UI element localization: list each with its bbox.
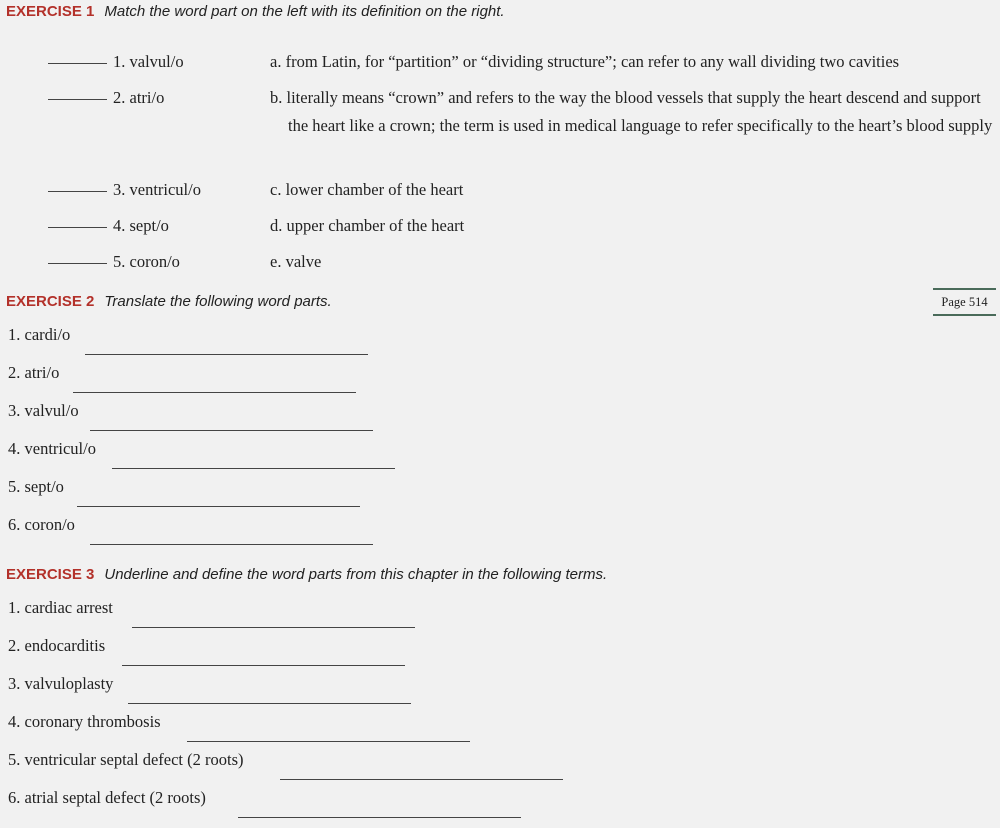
translate-item: 2. atri/o — [8, 363, 60, 382]
answer-blank[interactable] — [48, 63, 107, 64]
answer-blank[interactable] — [48, 99, 107, 100]
term-item: 3. valvuloplasty — [8, 674, 114, 693]
translate-item: 1. cardi/o — [8, 325, 71, 344]
answer-line[interactable] — [77, 506, 360, 507]
answer-line[interactable] — [132, 627, 415, 628]
answer-blank[interactable] — [48, 191, 107, 192]
answer-line[interactable] — [85, 354, 368, 355]
answer-line[interactable] — [128, 703, 411, 704]
exercise-1-instruction: Match the word part on the left with its definition on the right. — [104, 3, 505, 20]
exercise-1-heading — [6, 3, 505, 21]
answer-line[interactable] — [280, 779, 563, 780]
exercise-2-label: EXERCISE 2 — [6, 293, 95, 310]
translate-item: 3. valvul/o — [8, 401, 79, 420]
answer-line[interactable] — [90, 544, 373, 545]
translate-item: 6. coron/o — [8, 515, 75, 534]
term-item: 1. cardiac arrest — [8, 598, 113, 617]
term-item: 4. coronary thrombosis — [8, 712, 161, 731]
answer-blank[interactable] — [48, 263, 107, 264]
match-term: 4. sept/o — [113, 216, 169, 235]
answer-line[interactable] — [187, 741, 470, 742]
match-definition: d. upper chamber of the heart — [270, 216, 465, 235]
match-term: 1. valvul/o — [113, 52, 184, 71]
match-definition: e. valve — [270, 252, 322, 271]
answer-line[interactable] — [122, 665, 405, 666]
term-item: 5. ventricular septal defect (2 roots) — [8, 750, 244, 769]
translate-item: 5. sept/o — [8, 477, 64, 496]
match-term: 5. coron/o — [113, 252, 180, 271]
answer-line[interactable] — [90, 430, 373, 431]
answer-line[interactable] — [238, 817, 521, 818]
page-reference: Page 514 — [933, 288, 996, 316]
exercise-3-heading — [6, 566, 607, 584]
exercise-1-label: EXERCISE 1 — [6, 3, 95, 20]
answer-line[interactable] — [73, 392, 356, 393]
term-item: 2. endocarditis — [8, 636, 106, 655]
answer-blank[interactable] — [48, 227, 107, 228]
match-term: 2. atri/o — [113, 88, 165, 107]
match-term: 3. ventricul/o — [113, 180, 201, 199]
match-definition: a. from Latin, for “partition” or “dividing structure”; can refer to any wall dividing two cavities — [270, 52, 900, 71]
term-item: 6. atrial septal defect (2 roots) — [8, 788, 206, 807]
match-definition: c. lower chamber of the heart — [270, 180, 464, 199]
answer-line[interactable] — [112, 468, 395, 469]
match-definition: b. literally means “crown” and refers to the way the blood vessels that supply the heart descend and support the heart like a crown; the term is used in medical language to refer specifically to the heart’s blood supply — [270, 88, 993, 135]
exercise-2-instruction: Translate the following word parts. — [104, 293, 332, 310]
exercise-3-label: EXERCISE 3 — [6, 566, 95, 583]
exercise-3-instruction: Underline and define the word parts from this chapter in the following terms. — [104, 566, 608, 583]
exercise-2-heading — [6, 293, 332, 311]
translate-item: 4. ventricul/o — [8, 439, 96, 458]
